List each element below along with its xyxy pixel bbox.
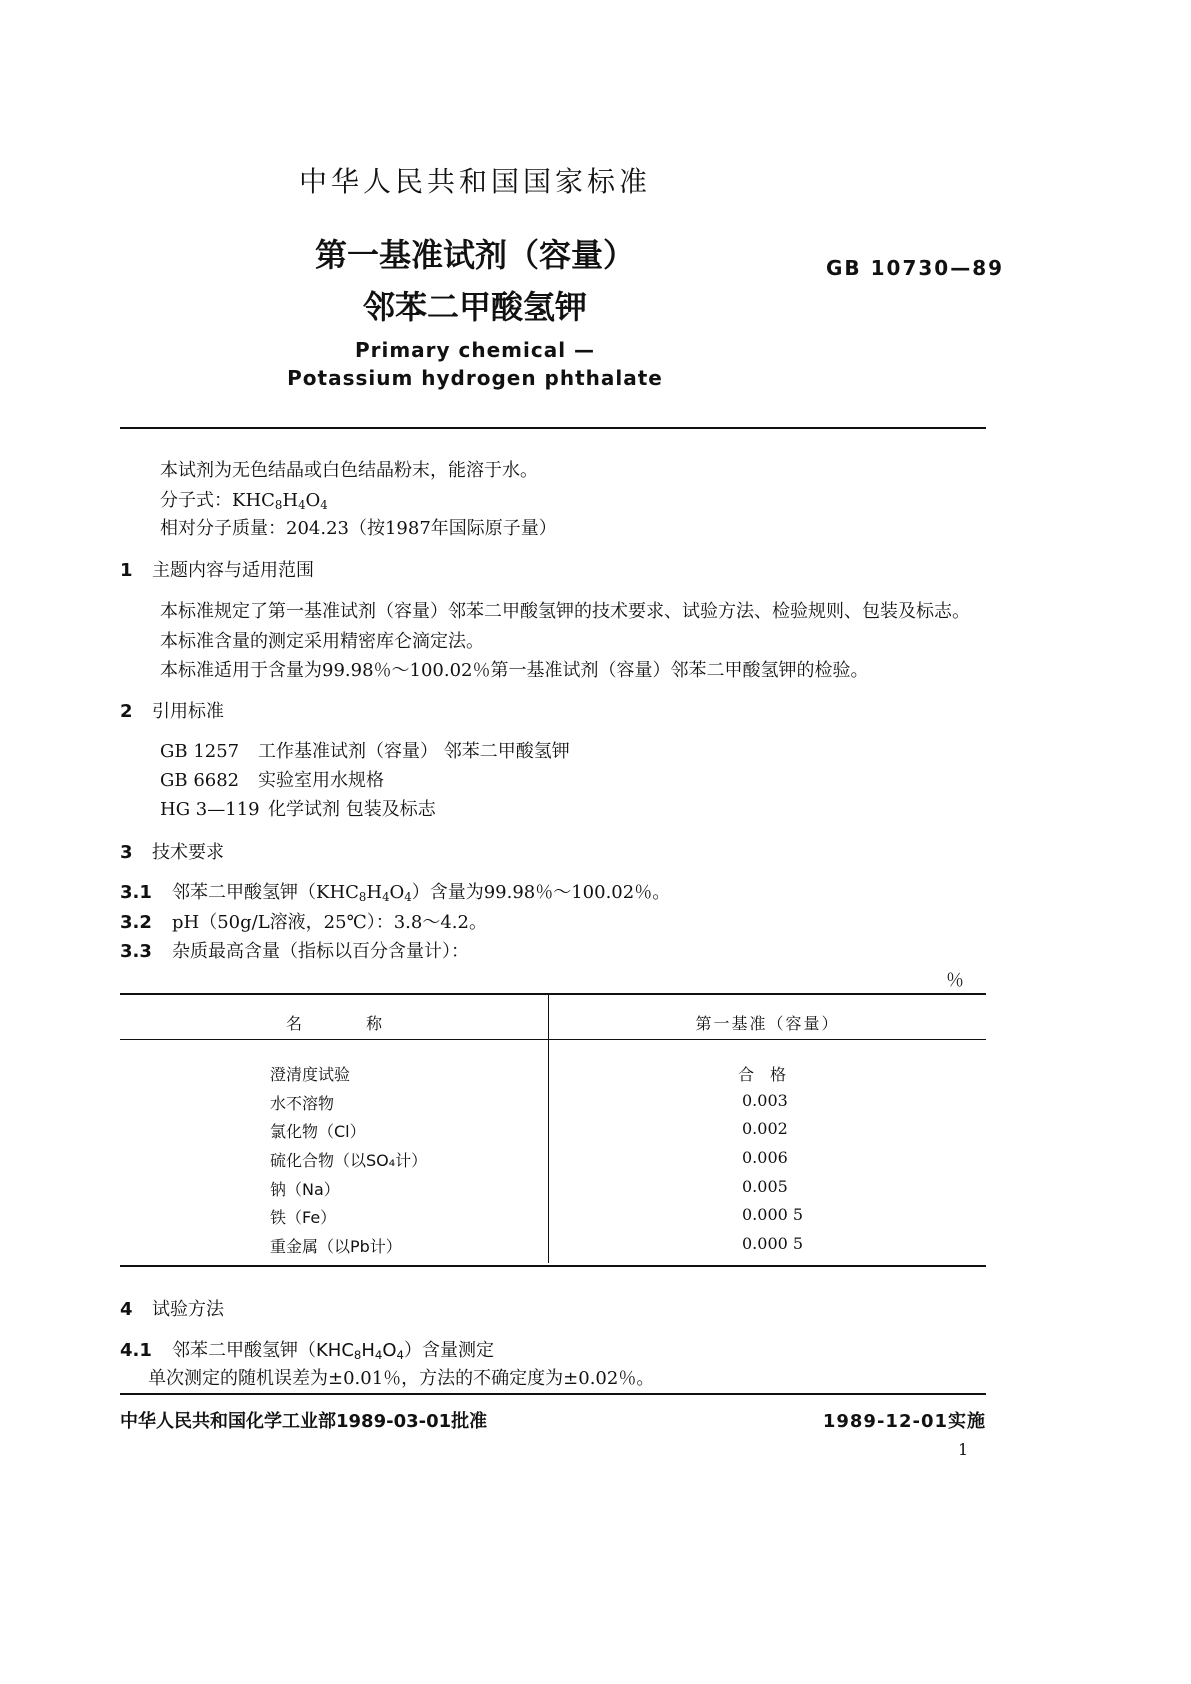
section-1-paragraph-1: 本标准规定了第一基准试剂（容量）邻苯二甲酸氢钾的技术要求、试验方法、检验规则、包装及标志。 xyxy=(160,601,970,622)
section-2-heading xyxy=(120,697,224,723)
section-1-paragraph-2: 本标准含量的测定采用精密库仑滴定法。 xyxy=(160,631,484,652)
table-header-value: 第一基准（容量） xyxy=(695,1014,840,1033)
clause-3-3 xyxy=(120,937,469,963)
row-value: 0.000 5 xyxy=(742,1205,804,1224)
clause-number: 3.2 xyxy=(120,912,152,933)
table-row xyxy=(270,1177,1070,1207)
clause-text: 邻苯二甲酸氢钾$(KHC_8H_4O_4)$含量为99.98％～100.02％。 xyxy=(172,882,671,904)
section-title: 试验方法 xyxy=(152,1299,224,1320)
table-bottom-rule xyxy=(120,1265,986,1267)
section-number: 1 xyxy=(120,560,133,581)
section-title: 引用标准 xyxy=(152,701,224,722)
table-header-rule xyxy=(120,1039,986,1040)
formula-text: $KHC_8H_4O_4$ xyxy=(232,490,328,512)
section-1-heading xyxy=(120,556,314,582)
row-value: 0.005 xyxy=(742,1177,788,1196)
row-name: 钠（Na） xyxy=(270,1180,340,1199)
clause-text: 杂质最高含量（指标以百分含量计）： xyxy=(172,941,469,962)
clause-title: 邻苯二甲酸氢钾$(KHC_8H_4O_4)$含量测定 xyxy=(172,1340,494,1362)
row-name: 水不溶物 xyxy=(270,1094,335,1113)
section-title: 主题内容与适用范围 xyxy=(152,560,314,581)
molecular-mass-text: 相对分子质量：204.23（按1987年国际原子量） xyxy=(160,518,557,539)
implementation-text: 1989-12-01实施 xyxy=(822,1411,986,1432)
row-name: 氯化物（Cl） xyxy=(270,1122,366,1141)
row-value: 0.006 xyxy=(742,1148,788,1167)
formula-line xyxy=(160,486,328,512)
reference-item xyxy=(160,795,436,821)
standard-number: GB 10730—89 xyxy=(826,256,1005,280)
reference-name: 化学试剂 包装及标志 xyxy=(268,799,436,820)
unit-label: ％ xyxy=(946,970,964,991)
reference-code: GB 1257 xyxy=(160,741,240,762)
row-name: 澄清度试验 xyxy=(270,1065,351,1084)
clause-3-2 xyxy=(120,908,487,934)
reference-code: GB 6682 xyxy=(160,770,240,791)
clause-number: 3.1 xyxy=(120,882,152,903)
clause-text: pH（50g/L溶液，25℃）：3.8～4.2。 xyxy=(172,912,487,933)
section-1-paragraph-3: 本标准适用于含量为99.98％～100.02％第一基准试剂（容量）邻苯二甲酸氢钾的检验。 xyxy=(160,660,869,681)
table-top-rule xyxy=(120,993,986,995)
clause-4-1 xyxy=(120,1336,494,1362)
table-row xyxy=(270,1091,1070,1121)
footer-rule xyxy=(120,1393,986,1395)
description-text: 本试剂为无色结晶或白色结晶粉末，能溶于水。 xyxy=(160,460,538,481)
clause-3-1 xyxy=(120,878,670,904)
formula-label: 分子式： xyxy=(160,490,232,511)
table-row xyxy=(270,1234,1070,1264)
section-number: 2 xyxy=(120,701,133,722)
title-line-1: 第一基准试剂（容量） xyxy=(314,236,635,274)
section-number: 3 xyxy=(120,842,133,863)
table-header-name: 名 称 xyxy=(285,1014,382,1033)
english-title-line-2: Potassium hydrogen phthalate xyxy=(287,366,663,390)
row-value: 0.003 xyxy=(742,1091,788,1110)
reference-code: HG 3—119 xyxy=(160,799,260,820)
table-row xyxy=(270,1119,1070,1149)
reference-name: 实验室用水规格 xyxy=(258,770,384,791)
section-number: 4 xyxy=(120,1299,133,1320)
section-title: 技术要求 xyxy=(152,842,224,863)
row-value: 0.002 xyxy=(742,1119,788,1138)
section-4-heading xyxy=(120,1295,224,1321)
clause-number: 4.1 xyxy=(120,1340,152,1361)
title-line-2: 邻苯二甲酸氢钾 xyxy=(362,288,587,326)
section-3-heading xyxy=(120,838,224,864)
national-standard-heading: 中华人民共和国国家标准 xyxy=(298,165,651,198)
row-name: 硫化合物（以SO₄计） xyxy=(270,1151,428,1170)
row-name: 铁（Fe） xyxy=(270,1208,337,1227)
table-row xyxy=(270,1062,1070,1092)
page-number: 1 xyxy=(958,1440,969,1459)
approval-text: 中华人民共和国化学工业部1989-03-01批准 xyxy=(120,1411,488,1432)
row-name: 重金属（以Pb计） xyxy=(270,1237,402,1256)
table-row xyxy=(270,1148,1070,1178)
clause-4-1-text: 单次测定的随机误差为±0.01％，方法的不确定度为±0.02％。 xyxy=(148,1368,655,1389)
english-title-line-1: Primary chemical — xyxy=(354,338,596,362)
clause-number: 3.3 xyxy=(120,941,152,962)
row-value: 合 格 xyxy=(738,1065,787,1084)
row-value: 0.000 5 xyxy=(742,1234,804,1253)
header-rule xyxy=(120,427,986,429)
table-row xyxy=(270,1205,1070,1235)
reference-item xyxy=(160,737,570,763)
reference-name: 工作基准试剂（容量） 邻苯二甲酸氢钾 xyxy=(258,741,570,762)
reference-item xyxy=(160,766,384,792)
